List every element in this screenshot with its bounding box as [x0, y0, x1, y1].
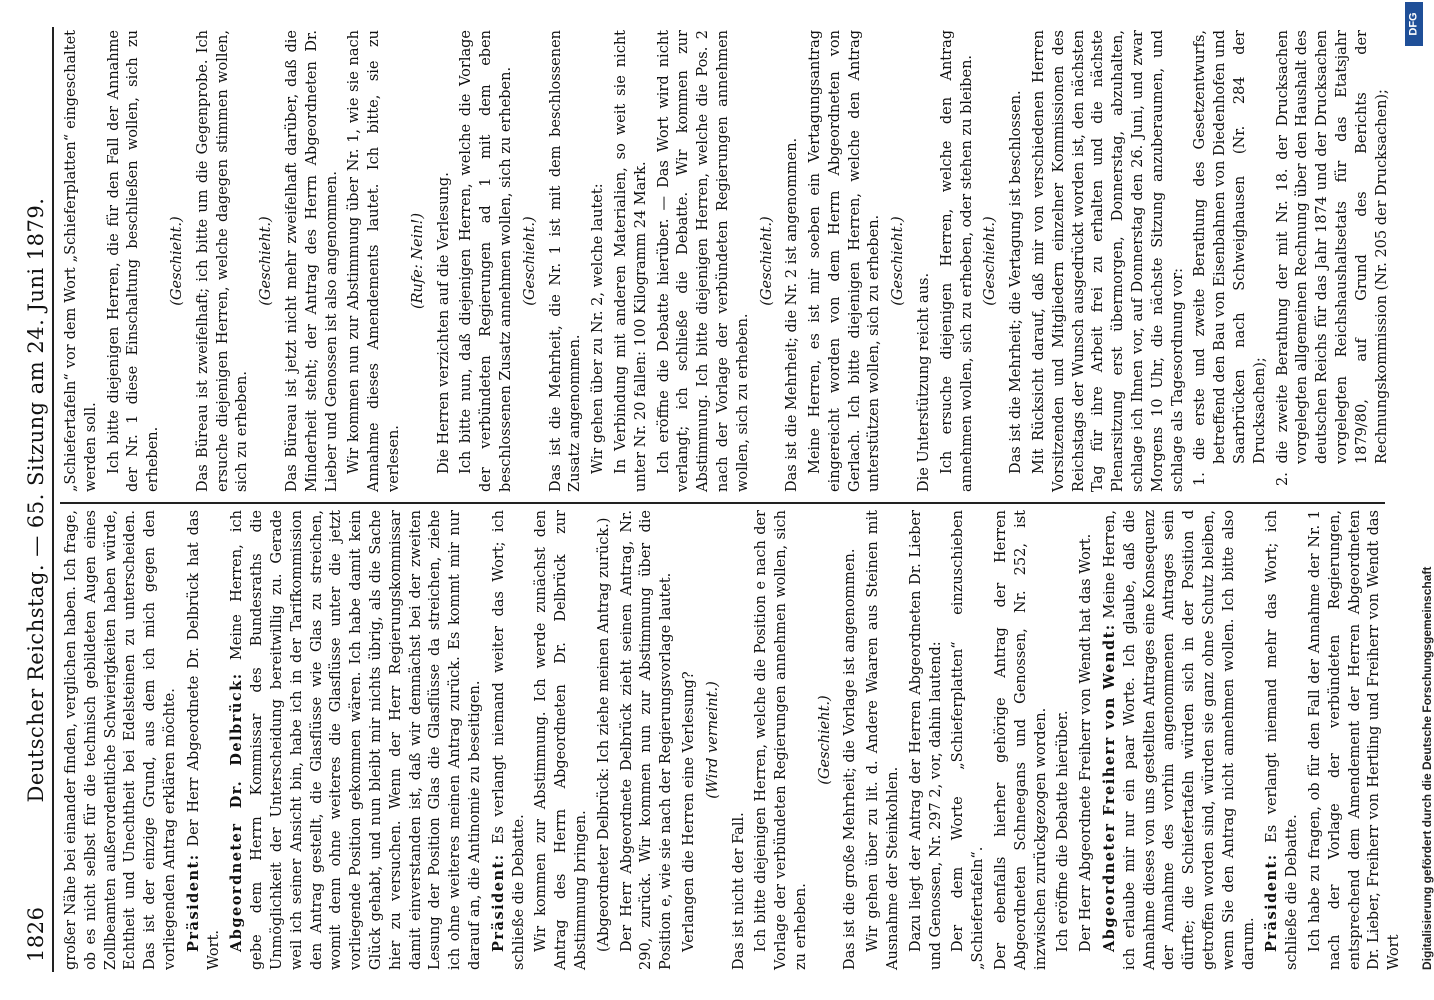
speech-text: Meine Herren, ich erlaube mir nur ein paar Worte. Ich glaube, daß die Annahme dieses von uns gestellten Antrages eine Konsequenz der Annahme des vorhin angenommenen Antrages sein dürfte; die Schiefertafeln würden sich in der Position d getroffen worden sind, würden sie ganz ohne Schutz bleiben, wenn Sie den Antrag nicht annehmen wollen. Ich bitte also darum. [1102, 510, 1257, 970]
dfg-logo[interactable] [1405, 2, 1423, 46]
speech-paragraph [227, 510, 485, 970]
stage-direction: (Geschieht.) [982, 216, 999, 306]
right-column [62, 30, 1392, 492]
speaker-name: Abgeordneter Freiherr von Wendt: [1101, 623, 1119, 952]
text-paragraph: Das ist die Mehrheit; die Nr. 2 ist angenommen. [784, 137, 801, 492]
text-paragraph: Ich bitte diejenigen Herren, welche die Position e nach der Vorlage der verbündeten Regierungen annehmen wollen, sich zu erheben. [753, 510, 809, 970]
text-paragraph: Das Büreau ist jetzt nicht mehr zweifelhaft darüber, daß die Minderheit steht; der Antrag des Herrn Abgeordneten Dr. Lieber und Genossen ist also angenommen. [283, 30, 340, 492]
speaker-name: Präsident: [1263, 853, 1281, 952]
stage-direction: (Rufe: Nein!) [409, 212, 426, 310]
digitization-note-text: Digitalisierung gefördert durch die Deutsche Forschungsgemeinschaft [1420, 566, 1434, 970]
text-paragraph: Wir gehen über zu lit. d. Andere Waaren aus Steinen mit Ausnahme der Steinkohlen. [865, 510, 902, 970]
text-paragraph: Wir gehen über zu Nr. 2, welche lautet: [590, 183, 607, 474]
dfg-logo-text: DFG [1408, 12, 1421, 36]
text-paragraph: Die Unterstützung reicht aus. [916, 272, 933, 492]
page-number: 1826 [24, 906, 48, 962]
header-rule [52, 27, 54, 972]
speech-text: Meine Herren, ich gebe dem Herrn Kommissar des Bundesraths die Unmöglichkeit der Unterscheidung bereitwillig zu. Gerade weil ich seiner Ansicht bin, habe ich in der Tarifkommission den Antrag gestellt, die Glasflüsse wie Glas zu streichen, womit denn ohne weiteres die Glasflüsse unter die jetzt vorliegende Position gekommen wären. Ich habe damit kein Glück gehabt, und nun bleibt mir nichts übrig, als die Sache hier zu versuchen. Wenn der Herr Regierungskommissar damit einverstanden ist, daß wir demnächst bei der zweiten Lesung der Position Glas die Glasflüsse da streichen, ziehe ich ohne weiteres meinen Antrag zurück. Es kommt mir nur darauf an, die Antinomie zu beseitigen. [229, 510, 483, 970]
text-paragraph: Meine Herren, es ist mir soeben ein Vertagungsantrag eingereicht worden von dem Herrn Abgeordneten von Gerlach. Ich bitte diejenigen Herren, welche den Antrag unterstützen wollen, sich zu erheben. [807, 30, 883, 492]
text-paragraph: Ich habe zu fragen, ob für den Fall der Annahme der Nr. 1 nach der Vorlage der verbündeten Regierungen, entsprechend dem Amendement der Herren Abgeordneten Dr. Lieber, Freiherr von Hertling und Freiherr von Wendt das Wort [1307, 510, 1403, 970]
speech-paragraph [1262, 510, 1303, 970]
agenda-item: 2. die zweite Berathung der mit Nr. 18. der Drucksachen vorgelegten allgemeinen Rechnung über den Haushalt des deutschen Reichs für das Jahr 1874 und der Drucksachen vorgelegten Reichshaushaltsetats für das Etatsjahr 1879/80, auf Grund des Berichts der Rechnungskommission (Nr. 205 der Drucksachen); [1274, 30, 1390, 486]
speech-paragraph [489, 510, 530, 970]
text-paragraph: Das ist die Mehrheit; die Vertagung ist beschlossen. [1008, 90, 1025, 474]
text-paragraph: Ich eröffne die Debatte hierüber. — Das Wort wird nicht verlangt; ich schließe die Debatte. Wir kommen zur Abstimmung. Ich bitte diejenigen Herren, welche die Pos. 2 nach der Vorlage der verbündeten Regierungen annehmen wollen, sich zu erheben. [655, 30, 751, 492]
text-paragraph: „Schiefertafeln“ vor dem Wort „Schieferplatten“ eingeschaltet werden soll. [63, 30, 99, 492]
text-paragraph: Ich bitte diejenigen Herren, die für den Fall der Annahme der Nr. 1 diese Einschaltung beschließen wollen, sich zu erheben. [105, 30, 162, 492]
left-column [62, 509, 1403, 970]
text-paragraph: Mit Rücksicht darauf, daß mir von verschiedenen Herren Vorsitzenden und Mitgliedern einzelner Kommissionen des Reichstags der Wunsch ausgedrückt worden ist, den nächsten Tag für ihre Arbeit frei zu erhalten und die nächste Plenarsitzung erst übermorgen, Donnerstag, abzuhalten, schlage ich Ihnen vor, auf Donnerstag den 26. Juni, und zwar Morgens 10 Uhr, die nächste Sitzung anzuberaumen, und schlage als Tagesordnung vor: [1031, 30, 1186, 492]
text-paragraph: Das ist die große Mehrheit; die Vorlage ist angenommen. [842, 548, 859, 970]
speech-paragraph [1100, 510, 1259, 970]
agenda-item: 1. die erste und zweite Berathung des Gesetzentwurfs, betreffend den Bau von Eisenbahnen von Diedenhofen und Saarbrücken nach Schweighausen (Nr. 284 der Drucksachen); [1192, 30, 1268, 486]
stage-direction: (Wird verneint.) [704, 681, 721, 799]
text-paragraph: großer Nähe bei einander finden, verglichen haben. Ich frage, ob es nicht selbst für die technisch gebildeten Augen eines Zollbeamten außerordentliche Schwierigkeiten haben würde, Echtheit und Unechtheit bei Edelsteinen zu unterscheiden. Das ist der einzige Grund, aus dem ich mich gegen den vorliegenden Antrag erklären möchte. [63, 510, 178, 970]
text-paragraph: Wir kommen zur Abstimmung. Ich werde zunächst den Antrag des Herrn Abgeordneten Dr. Delbrück zur Abstimmung bringen. [533, 510, 589, 970]
speech-paragraph [184, 510, 225, 970]
speaker-name: Abgeordneter Dr. Delbrück: [228, 672, 246, 952]
text-paragraph: Das Büreau ist zweifelhaft; ich bitte um die Gegenprobe. Ich ersuche diejenigen Herren, welche dagegen stimmen wollen, sich zu erheben. [194, 30, 251, 492]
text-paragraph: Ich eröffne die Debatte hierüber. [1055, 710, 1072, 952]
speech-text: Der Herr Abgeordnete Dr. Delbrück hat das Wort. [185, 509, 222, 970]
speaker-name: Präsident: [489, 853, 507, 952]
stage-direction: (Geschieht.) [816, 695, 833, 785]
column-divider [60, 502, 1385, 504]
text-paragraph: Wir kommen nun zur Abstimmung über Nr. 1, wie sie nach Annahme dieses Amendements lautet. Ich bitte, sie zu verlesen. [346, 30, 402, 492]
text-paragraph: Ich ersuche diejenigen Herren, welche den Antrag annehmen wollen, sich zu erheben, oder stehen zu bleiben. [938, 30, 975, 492]
speaker-name: Präsident: [184, 853, 202, 952]
text-paragraph: In Verbindung mit anderen Materialien, so weit sie nicht unter Nr. 20 fallen: 100 Kilogramm 24 Mark. [612, 30, 649, 492]
text-paragraph: Ich bitte nun, daß diejenigen Herren, welche die Vorlage der verbündeten Regierungen ad 1 mit dem eben beschlossenen Zusatz annehmen wollen, sich zu erheben. [458, 30, 514, 492]
stage-direction: (Geschieht.) [521, 216, 538, 306]
rotated-document-page [0, 20, 1403, 980]
stage-direction: (Geschieht.) [758, 216, 775, 306]
speech-text: Es verlangt niemand weiter das Wort; ich schließe die Debatte. [490, 509, 527, 970]
text-paragraph: Verlangen die Herren eine Verlesung? [680, 671, 697, 952]
text-paragraph: Das ist die Mehrheit, die Nr. 1 ist mit dem beschlossenen Zusatz angenommen. [547, 30, 584, 492]
text-paragraph: Die Herren verzichten auf die Verlesung. [435, 172, 452, 474]
text-paragraph: Der dem Worte „Schieferplatten“ einzuschieben „Schiefertafeln“. [950, 510, 987, 970]
page-title: Deutscher Reichstag. — 65. Sitzung am 24. Juni 1879. [24, 197, 48, 803]
speech-text: Es verlangt niemand mehr das Wort; ich schließe die Debatte. [1264, 509, 1301, 970]
text-paragraph: Der Herr Abgeordnete Freiherr von Wendt hat das Wort. [1078, 533, 1095, 952]
text-paragraph: (Abgeordneter Delbrück: Ich ziehe meinen Antrag zurück.) [595, 517, 612, 952]
stage-direction: (Geschieht.) [258, 216, 275, 306]
text-paragraph: Der Herr Abgeordnete Delbrück zieht seinen Antrag, Nr. 290, zurück. Wir kommen nun zur Abstimmung über die Position e, wie sie nach der Regierungsvorlage lautet. [618, 510, 675, 970]
stage-direction: (Geschieht.) [890, 216, 907, 306]
digitization-note [1402, 0, 1434, 1000]
text-paragraph: Der ebenfalls hierher gehörige Antrag der Herren Abgeordneten Schneegans und Genossen, Nr. 252, ist inzwischen zurückgezogen worden. [993, 510, 1049, 970]
text-paragraph: Das ist nicht der Fall. [730, 812, 747, 970]
stage-direction: (Geschieht.) [168, 216, 185, 306]
text-paragraph: Dazu liegt der Antrag der Herren Abgeordneten Dr. Lieber und Genossen, Nr. 297 2, vor, dahin lautend: [907, 510, 944, 970]
